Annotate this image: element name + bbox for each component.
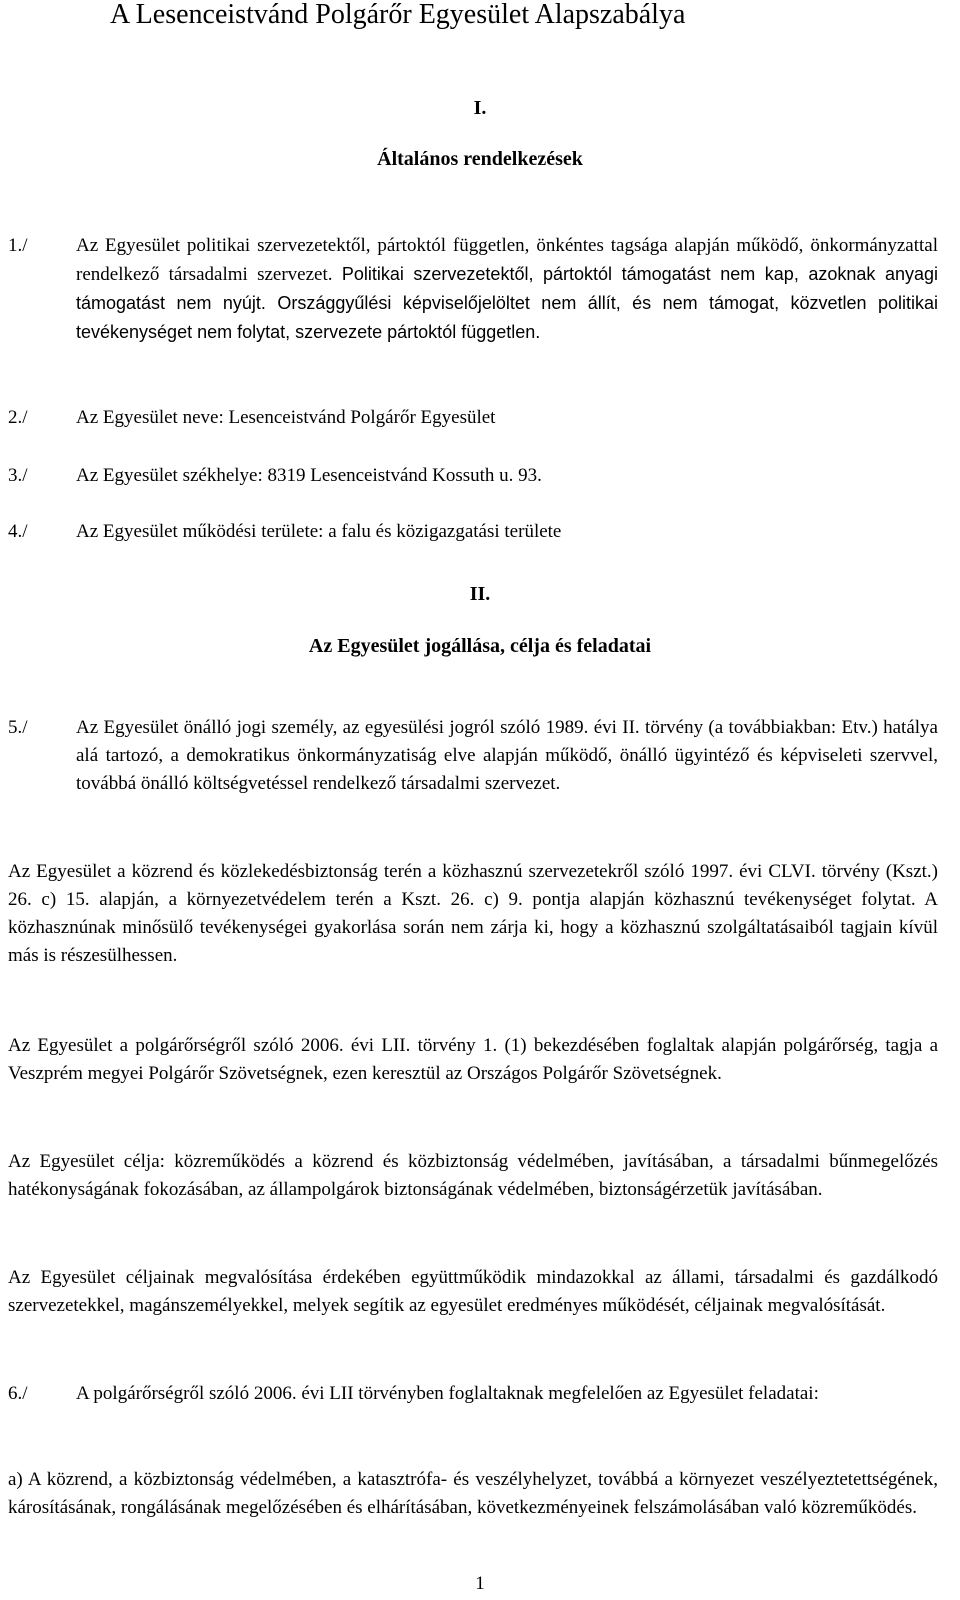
page-number: 1 — [475, 1573, 485, 1594]
section-number: 5./ — [8, 717, 28, 738]
section-text: Az Egyesület neve: Lesenceistvánd Polgárőr Egyesület — [76, 407, 496, 428]
paragraph-public-benefit: Az Egyesület a közrend és közlekedésbiztonság terén a közhasznú szervezetekről szóló 1997. évi CLVI. törvény (Kszt.) 26. c) 15. alapján, a környezetvédelem terén a Kszt. 26. c) 9. pontja alapján közhasznú tevékenységet folytat. A közhasznúnak minősülő tevékenységei gyakorlása során nem zárja ki, hogy a közhasznú szolgáltatásaiból tagjain kívül más is részesülhessen. — [8, 861, 938, 966]
paragraph-cooperation: Az Egyesület céljainak megvalósítása érdekében együttműködik mindazokkal az állami, társadalmi és gazdálkodó szervezetekkel, magánszemélyekkel, melyek segítik az egyesület eredményes működését, céljainak megvalósítását. — [8, 1267, 938, 1316]
section-text: Az Egyesület működési területe: a falu és közigazgatási területe — [76, 521, 562, 542]
document-title: A Lesenceistvánd Polgárőr Egyesület Alapszabálya — [110, 0, 686, 30]
paragraph-membership: Az Egyesület a polgárőrségről szóló 2006. évi LII. törvény 1. (1) bekezdésében foglaltak alapján polgárőrség, tagja a Veszprém megyei Polgárőr Szövetségnek, ezen keresztül az Országos Polgárőr Szövetségnek. — [8, 1035, 938, 1084]
chapter-2-number: II. — [469, 583, 491, 605]
section-text: Az Egyesület székhelye: 8319 Lesenceistvánd Kossuth u. 93. — [76, 465, 542, 486]
paragraph-purpose: Az Egyesület célja: közreműködés a közrend és közbiztonság védelmében, javításában, a társadalmi bűnmegelőzés hatékonyságának fokozásában, az állampolgárok biztonságának védelmében, biztonságérzetük javításában. — [8, 1151, 938, 1200]
section-number: 2./ — [8, 407, 28, 428]
section-text — [76, 232, 938, 347]
section-number: 3./ — [8, 465, 28, 486]
chapter-1-number: I. — [473, 97, 487, 119]
section-text: Az Egyesület önálló jogi személy, az egyesülési jogról szóló 1989. évi II. törvény (a továbbiakban: Etv.) hatálya alá tartozó, a demokratikus önkormányzatiság elve alapján működő, önálló ügyintéző és képviseleti szervvel, továbbá önálló költségvetéssel rendelkező társadalmi szervezet. — [76, 717, 938, 794]
section-1-text-sans: Politikai szervezetektől, pártoktól támogatást nem kap, azoknak anyagi támogatást nem nyújt. Országgyűlési képviselőjelöltet nem állít, és nem támogat, közvetlen politikai tevékenységet nem folytat, szervezete pártoktól független. — [76, 264, 939, 342]
section-text: A polgárőrségről szóló 2006. évi LII törvényben foglaltaknak megfelelően az Egyesület feladatai: — [76, 1383, 819, 1404]
section-number: 6./ — [8, 1383, 28, 1404]
chapter-2-title: Az Egyesület jogállása, célja és feladatai — [308, 635, 652, 657]
section-1-text-serif: Az Egyesület politikai szervezetektől, pártoktól független, önkéntes tagsága alapján működő, önkormányzattal rendelkező társadalmi szervezet. — [76, 235, 938, 285]
point-a: a) A közrend, a közbiztonság védelmében, a katasztrófa- és veszélyhelyzet, továbbá a környezet veszélyeztetettségének, károsításának, rongálásának megelőzésében és elhárításában, következményeinek felszámolásában való közreműködés. — [8, 1469, 938, 1518]
section-number: 4./ — [8, 521, 28, 542]
section-number: 1./ — [8, 235, 28, 256]
chapter-1-title: Általános rendelkezések — [377, 148, 583, 170]
